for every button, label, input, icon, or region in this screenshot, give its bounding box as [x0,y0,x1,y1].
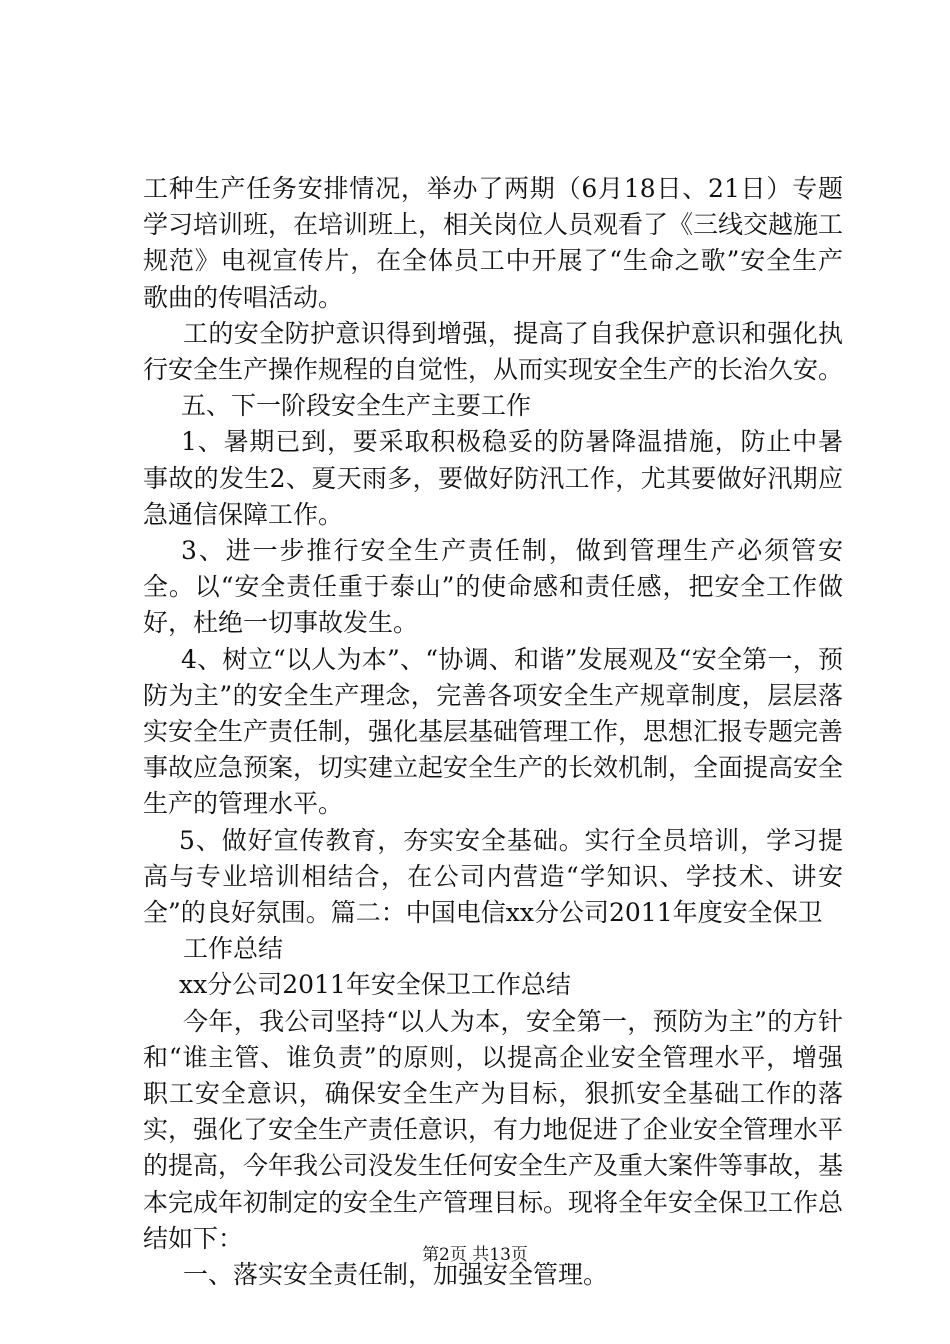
paragraph-item-4: 4、树立“以人为本”、“协调、和谐”发展观及“安全第一，预防为主”的安全生产理念，完善各项安全生产规章制度，层层落实安全生产责任制，强化基层基础管理工作，思想汇报专题完善事故应急预案，切实建立起安全生产的长效机制，全面提高安全生产的管理水平。 [143,644,844,819]
paragraph-item-5: 5、做好宣传教育，夯实安全基础。实行全员培训，学习提高与专业培训相结合，在公司内营造“学知识、学技术、讲安全”的良好氛围。篇二：中国电信xx分公司2011年度安全保卫 [143,825,843,928]
section-heading-responsibility: 一、落实安全责任制，加强安全管理。 [183,1260,609,1290]
section-heading-next-stage: 五、下一阶段安全生产主要工作 [181,391,532,421]
section-title-annual-summary: xx分公司2011年安全保卫工作总结 [179,970,571,1000]
page-number-footer: 第2页 共13页 [422,1245,528,1265]
paragraph-this-year: 今年，我公司坚持“以人为本，安全第一，预防为主”的方针和“谁主管、谁负责”的原则，以提高企业安全管理水平，增强职工安全意识，确保安全生产为目标，狠抓安全基础工作的落实，强化了安全生产责任意识，有力地促进了企业安全管理水平的提高，今年我公司没发生任何安全生产及重大案件等事故，基本完成年初制定的安全生产管理目标。现将全年安全保卫工作总结如下： [143,1006,844,1253]
paragraph-item-1-2: 1、暑期已到，要采取积极稳妥的防暑降温措施，防止中暑事故的发生2、夏天雨多，要做好防汛工作，尤其要做好汛期应急通信保障工作。 [143,427,843,529]
paragraph-training-activities: 工种生产任务安排情况，举办了两期（6月18日、21日）专题学习培训班，在培训班上，相关岗位人员观看了《三线交越施工规范》电视宣传片，在全体员工中开展了“生命之歌”安全生产歌曲的传唱活动。 [143,174,844,312]
paragraph-work-summary: 工作总结 [183,934,284,964]
paragraph-safety-awareness: 工的安全防护意识得到增强，提高了自我保护意识和强化执行安全生产操作规程的自觉性，从而实现安全生产的长治久安。 [143,318,844,385]
paragraph-item-3: 3、进一步推行安全生产责任制，做到管理生产必须管安全。以“安全责任重于泰山”的使命感和责任感，把安全工作做好，杜绝一切事故发生。 [143,536,843,638]
document-body [143,171,843,1293]
